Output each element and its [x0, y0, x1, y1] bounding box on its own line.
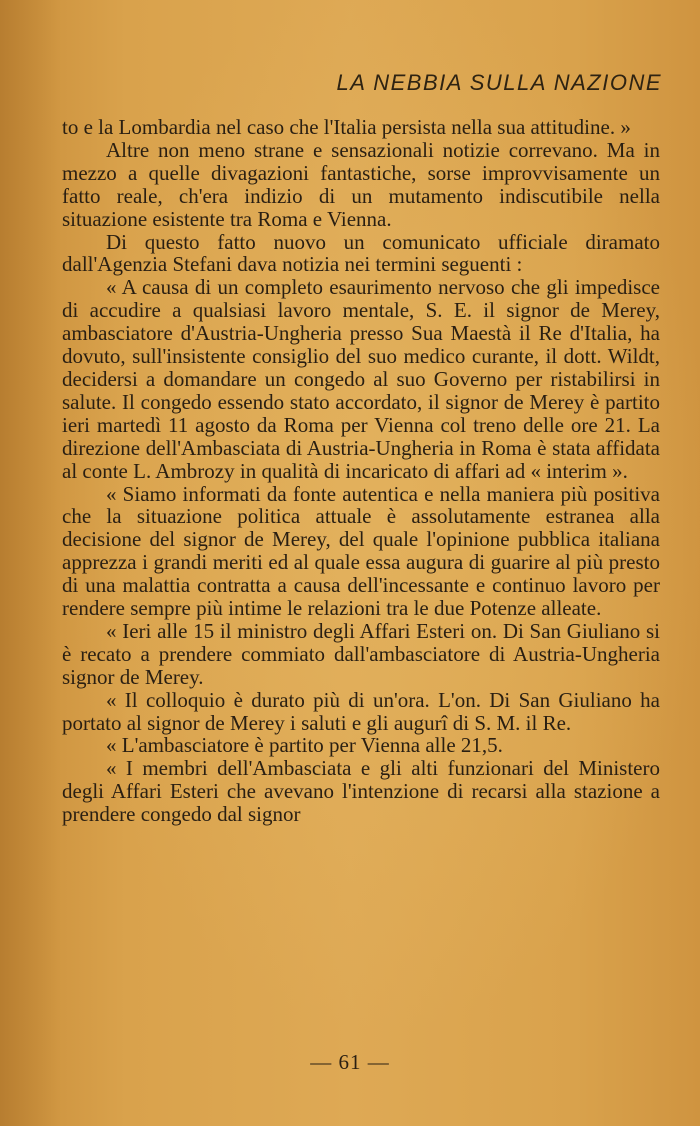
paragraph-quote: « L'ambasciatore è partito per Vienna alle 21,5.: [106, 733, 503, 758]
paragraph: Altre non meno strane e sensazionali notizie correvano. Ma in mezzo a quelle divagazioni fantastiche, sorse improvvisamente un fatto reale, ch'era indizio di un mutamento indiscutibile nella situazione esistente tra Roma e Vienna.: [62, 137, 660, 231]
body-text: [62, 116, 660, 826]
paragraph-quote: « Il colloquio è durato più di un'ora. L'on. Di San Giuliano ha portato al signor de Merey i saluti e gli augurî di S. M. il Re.: [62, 687, 660, 735]
paragraph-quote: « Siamo informati da fonte autentica e nella maniera più positiva che la situazione politica attuale è assolutamente estranea alla decisione del signor de Merey, del quale l'opinione pubblica italiana apprezza i grandi meriti ed al quale essa augura di guarire al più presto di una malattia contratta a causa dell'incessante e continuo lavoro per rendere sempre più intime le relazioni tra le due Potenze alleate.: [62, 481, 660, 621]
paragraph-quote: « A causa di un completo esaurimento nervoso che gli impedisce di accudire a qualsiasi lavoro mentale, S. E. il signor de Merey, ambasciatore d'Austria-Ungheria presso Sua Maestà il Re d'Italia, ha dovuto, sull'insistente consiglio del suo medico curante, il dott. Wildt, decidersi a domandare un congedo al suo Governo per ristabilirsi in salute. Il congedo essendo stato accordato, il signor de Merey è partito ieri martedì 11 agosto da Roma per Vienna col treno delle ore 21. La direzione dell'Ambasciata di Austria-Ungheria in Roma è stata affidata al conte L. Ambrozy in qualità di incaricato di affari ad « interim ».: [62, 275, 660, 483]
running-head: LA NEBBIA SULLA NAZIONE: [336, 70, 662, 95]
paragraph-quote: « Ieri alle 15 il ministro degli Affari Esteri on. Di San Giuliano si è recato a prendere commiato dall'ambasciatore di Austria-Ungheria signor de Merey.: [62, 618, 660, 689]
page-number: — 61 —: [310, 1050, 390, 1074]
page-edge-shadow: [0, 0, 60, 1126]
paragraph: Di questo fatto nuovo un comunicato ufficiale diramato dall'Agenzia Stefani dava notizia nei termini seguenti :: [62, 229, 660, 277]
paragraph-continuation: to e la Lombardia nel caso che l'Italia persista nella sua attitudine. »: [62, 115, 631, 139]
paragraph-quote: « I membri dell'Ambasciata e gli alti funzionari del Ministero degli Affari Esteri che avevano l'intenzione di recarsi alla stazione a prendere congedo dal signor: [62, 756, 660, 827]
